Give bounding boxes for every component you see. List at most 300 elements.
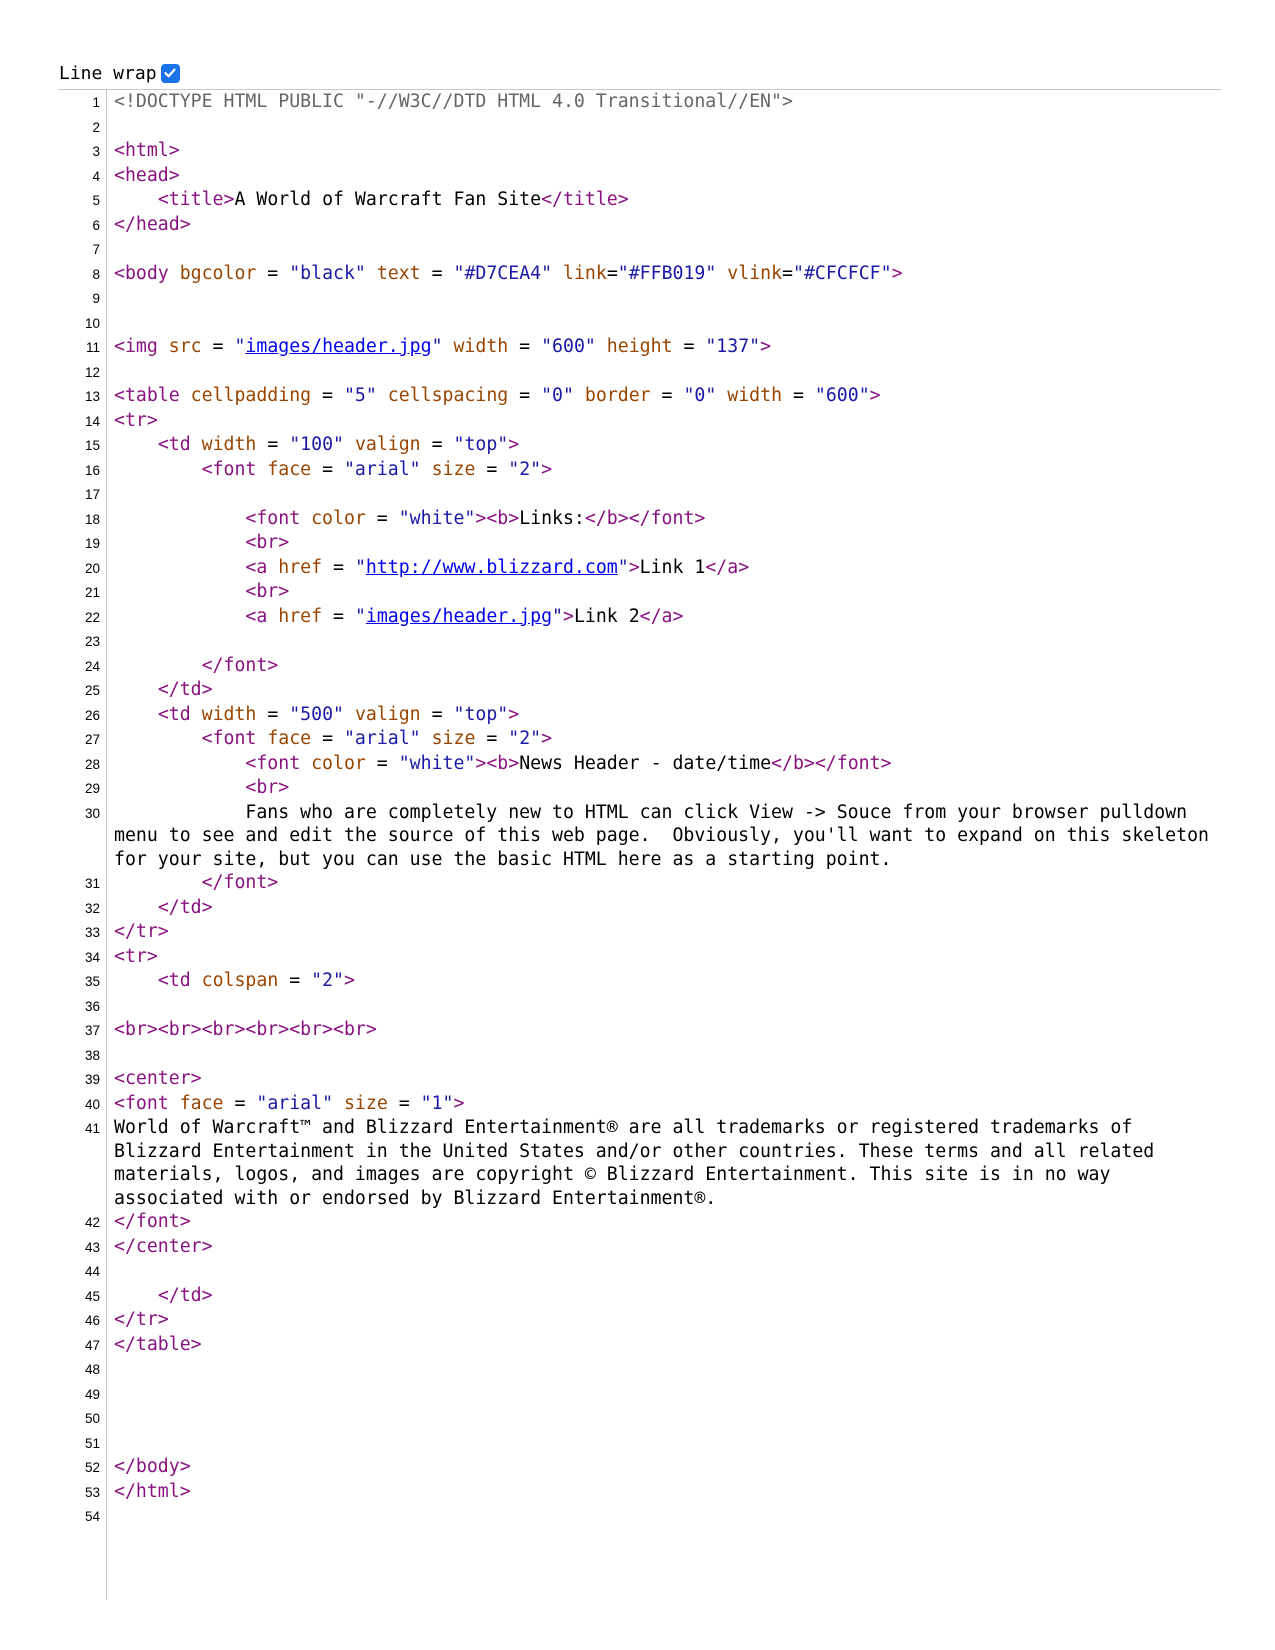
line-content xyxy=(114,752,1221,777)
line-number: 49 xyxy=(84,1386,100,1402)
tag-token: <td xyxy=(157,970,202,991)
text-token: = xyxy=(475,728,509,749)
line-content xyxy=(114,920,1221,945)
text-token xyxy=(574,385,585,406)
line-content xyxy=(114,896,1221,921)
line-number: 10 xyxy=(84,315,100,331)
source-line xyxy=(58,262,1221,287)
line-content xyxy=(114,188,1221,213)
line-number: 47 xyxy=(84,1337,100,1353)
text-token xyxy=(114,459,202,480)
source-line xyxy=(58,139,1221,164)
value-token: " xyxy=(354,556,366,578)
line-content xyxy=(114,605,1221,630)
line-content xyxy=(114,237,1221,262)
text-token: Links: xyxy=(519,507,585,529)
source-line xyxy=(58,727,1221,752)
value-token: "100" xyxy=(289,434,344,455)
source-line xyxy=(58,1480,1221,1505)
line-content xyxy=(114,384,1221,409)
source-line xyxy=(58,896,1221,921)
text-token: = xyxy=(475,458,509,480)
line-number: 9 xyxy=(92,291,100,306)
text-token xyxy=(114,557,245,578)
text-token xyxy=(114,897,158,918)
attribute-token: width xyxy=(201,703,257,725)
line-content xyxy=(114,871,1221,896)
tag-token: </font> xyxy=(201,872,279,893)
attribute-token: face xyxy=(267,728,312,749)
line-number: 19 xyxy=(84,536,100,551)
line-content xyxy=(114,531,1221,556)
tag-token: <td xyxy=(157,703,202,725)
line-wrap-label: Line wrap xyxy=(59,62,157,84)
text-token: Link 1 xyxy=(639,556,706,578)
tag-token: <tr> xyxy=(114,409,158,431)
line-content xyxy=(114,1333,1221,1358)
attribute-token: face xyxy=(179,1092,224,1114)
value-token: "600" xyxy=(814,385,870,406)
line-content xyxy=(114,703,1221,728)
tag-token: > xyxy=(453,1092,465,1114)
value-token: "arial" xyxy=(256,1092,334,1114)
attribute-token: width xyxy=(453,336,509,357)
source-line xyxy=(58,458,1221,483)
line-number: 15 xyxy=(84,438,100,453)
line-content xyxy=(114,360,1221,385)
source-line xyxy=(58,1092,1221,1117)
text-token xyxy=(114,434,158,455)
text-token xyxy=(421,728,432,749)
value-token: "1" xyxy=(420,1092,454,1114)
source-line xyxy=(58,1431,1221,1456)
tag-token: </tr> xyxy=(114,921,169,942)
source-line xyxy=(58,1235,1221,1260)
attribute-token: color xyxy=(311,507,366,529)
source-line xyxy=(58,164,1221,189)
tag-token: </a> xyxy=(705,556,750,578)
source-line xyxy=(58,384,1221,409)
text-token: = xyxy=(322,605,355,627)
line-number: 14 xyxy=(84,413,100,429)
line-number: 20 xyxy=(84,560,100,576)
tag-token: </head> xyxy=(114,213,191,235)
line-number: 39 xyxy=(84,1072,100,1087)
line-number: 28 xyxy=(84,756,100,772)
source-line xyxy=(58,1067,1221,1092)
text-token xyxy=(114,1285,158,1306)
value-token: "500" xyxy=(289,703,344,725)
line-content xyxy=(114,1455,1221,1480)
text-token: News Header - date/time xyxy=(519,752,772,774)
tag-token: <font xyxy=(114,1092,180,1114)
line-content xyxy=(114,1235,1221,1260)
line-content xyxy=(114,678,1221,703)
value-token: "600" xyxy=(541,336,596,357)
line-content xyxy=(114,139,1221,164)
line-number: 36 xyxy=(84,998,100,1014)
line-content xyxy=(114,629,1221,654)
source-line xyxy=(58,482,1221,507)
source-link[interactable]: images/header.jpg xyxy=(245,336,432,357)
text-token: = xyxy=(311,728,344,749)
tag-token: > xyxy=(508,434,520,455)
line-content xyxy=(114,1092,1221,1117)
text-token: = xyxy=(365,752,399,774)
tag-token: <tr> xyxy=(114,945,158,967)
source-line xyxy=(58,703,1221,728)
source-line xyxy=(58,115,1221,140)
line-content xyxy=(114,1043,1221,1068)
text-token xyxy=(114,753,245,774)
attribute-token: width xyxy=(201,434,257,455)
text-token xyxy=(114,872,202,893)
text-token: = xyxy=(420,703,454,725)
toolbar xyxy=(59,60,180,86)
text-token: = xyxy=(278,970,312,991)
line-number: 35 xyxy=(84,974,100,989)
source-line xyxy=(58,237,1221,262)
text-token xyxy=(114,189,158,210)
tag-token: </b></font> xyxy=(771,752,892,774)
source-line xyxy=(58,1043,1221,1068)
tag-token: > xyxy=(891,262,903,284)
value-token: "arial" xyxy=(343,728,421,749)
tag-token: <br><br><br><br><br><br> xyxy=(114,1019,377,1040)
line-content xyxy=(114,994,1221,1019)
source-line xyxy=(58,969,1221,994)
attribute-token: height xyxy=(606,336,673,357)
text-token xyxy=(344,704,355,725)
text-token xyxy=(716,263,727,284)
text-token: = xyxy=(311,385,344,406)
value-token: " xyxy=(617,556,629,578)
line-content xyxy=(114,507,1221,532)
source-view xyxy=(58,90,1221,1529)
source-line xyxy=(58,335,1221,360)
value-token: "2" xyxy=(311,970,344,991)
source-line xyxy=(58,213,1221,238)
line-number: 26 xyxy=(84,707,100,723)
text-token xyxy=(552,263,563,284)
line-number: 46 xyxy=(84,1313,100,1328)
value-token: "white" xyxy=(398,752,476,774)
value-token: "2" xyxy=(508,728,542,749)
source-line xyxy=(58,1406,1221,1431)
line-number: 45 xyxy=(84,1288,100,1304)
text-token: = xyxy=(311,458,344,480)
line-number: 53 xyxy=(84,1484,100,1500)
tag-token: <head> xyxy=(114,164,180,186)
text-token: = xyxy=(201,336,235,357)
tag-token: <a xyxy=(245,556,279,578)
line-number: 37 xyxy=(84,1023,100,1038)
source-line xyxy=(58,1455,1221,1480)
line-content xyxy=(114,164,1221,189)
tag-token: </title> xyxy=(541,189,629,210)
tag-token: <body xyxy=(114,262,180,284)
line-number: 3 xyxy=(92,144,100,159)
text-token: = xyxy=(650,385,684,406)
source-line xyxy=(58,311,1221,336)
source-line xyxy=(58,801,1221,872)
line-content xyxy=(114,1210,1221,1235)
text-token: Link 2 xyxy=(573,605,640,627)
line-number: 25 xyxy=(84,683,100,698)
tag-token: <table xyxy=(114,385,191,406)
doctype-token: <!DOCTYPE HTML PUBLIC "-//W3C//DTD HTML 4.0 Transitional//EN"> xyxy=(114,91,793,112)
line-content xyxy=(114,409,1221,434)
tag-token: <title> xyxy=(157,189,235,210)
line-content xyxy=(114,801,1221,872)
value-token: "black" xyxy=(289,262,366,284)
text-token xyxy=(421,459,432,480)
tag-token: </tr> xyxy=(114,1309,169,1330)
line-number: 4 xyxy=(92,168,100,184)
value-token: " xyxy=(234,336,246,357)
line-content xyxy=(114,90,1221,115)
line-number: 21 xyxy=(84,585,100,600)
tag-token: > xyxy=(628,556,640,578)
text-token: = xyxy=(782,385,815,406)
tag-token: <center> xyxy=(114,1068,202,1089)
value-token: " xyxy=(431,336,443,357)
line-number: 17 xyxy=(84,487,100,502)
attribute-token: valign xyxy=(354,434,421,455)
tag-token: > xyxy=(344,970,355,991)
text-token: = xyxy=(606,262,618,284)
line-number: 7 xyxy=(92,242,100,257)
line-number: 50 xyxy=(84,1411,100,1426)
attribute-token: size xyxy=(431,458,476,480)
value-token: "#D7CEA4" xyxy=(453,262,553,284)
source-line xyxy=(58,409,1221,434)
line-content xyxy=(114,1259,1221,1284)
source-line xyxy=(58,1504,1221,1529)
line-number: 33 xyxy=(84,925,100,940)
text-token: = xyxy=(365,507,399,529)
source-line xyxy=(58,678,1221,703)
text-token xyxy=(443,336,454,357)
tag-token: <br> xyxy=(245,532,290,553)
line-number: 54 xyxy=(84,1509,100,1524)
line-number: 40 xyxy=(84,1096,100,1112)
attribute-token: width xyxy=(727,385,783,406)
line-number: 5 xyxy=(92,193,100,208)
source-line xyxy=(58,1018,1221,1043)
checkmark-icon xyxy=(163,66,177,80)
line-content xyxy=(114,482,1221,507)
line-content xyxy=(114,1504,1221,1529)
tag-token: <img xyxy=(114,336,169,357)
text-token xyxy=(114,532,245,553)
value-token: "top" xyxy=(453,434,509,455)
text-token: = xyxy=(508,336,542,357)
text-token xyxy=(377,385,388,406)
line-number: 16 xyxy=(84,462,100,478)
source-line xyxy=(58,920,1221,945)
attribute-token: cellpadding xyxy=(190,385,312,406)
text-token: A World of Warcraft Fan Site xyxy=(234,189,542,210)
line-wrap-checkbox[interactable] xyxy=(161,64,180,83)
attribute-token: src xyxy=(168,336,202,357)
text-token: = xyxy=(223,1092,257,1114)
line-number: 38 xyxy=(84,1047,100,1063)
tag-token: <font xyxy=(245,752,312,774)
line-number: 24 xyxy=(84,658,100,674)
tag-token: > xyxy=(508,703,520,725)
attribute-token: border xyxy=(584,385,651,406)
value-token: " xyxy=(552,605,563,627)
line-content xyxy=(114,1308,1221,1333)
text-token: = xyxy=(256,703,290,725)
line-number: 51 xyxy=(84,1435,100,1451)
text-token xyxy=(366,263,377,284)
line-content xyxy=(114,556,1221,581)
line-content xyxy=(114,1382,1221,1407)
source-line xyxy=(58,654,1221,679)
tag-token: <a xyxy=(245,605,279,627)
attribute-token: link xyxy=(563,262,607,284)
source-line xyxy=(58,286,1221,311)
source-line xyxy=(58,629,1221,654)
tag-token: <td xyxy=(157,434,202,455)
line-content xyxy=(114,458,1221,483)
source-line xyxy=(58,1333,1221,1358)
text-token xyxy=(114,508,245,529)
line-content xyxy=(114,969,1221,994)
value-token: "0" xyxy=(683,385,717,406)
tag-token: <br> xyxy=(245,777,290,798)
text-token: = xyxy=(508,385,542,406)
line-number: 2 xyxy=(92,119,100,135)
source-line xyxy=(58,507,1221,532)
source-line xyxy=(58,752,1221,777)
tag-token: > xyxy=(869,385,881,406)
text-token: = xyxy=(387,1092,421,1114)
source-line xyxy=(58,556,1221,581)
attribute-token: face xyxy=(267,458,312,480)
value-token: "5" xyxy=(343,385,377,406)
text-token: = xyxy=(420,262,454,284)
attribute-token: color xyxy=(311,752,366,774)
text-token: = xyxy=(420,434,454,455)
text-token: = xyxy=(256,434,290,455)
text-token xyxy=(596,336,607,357)
text-token xyxy=(716,385,727,406)
attribute-token: href xyxy=(278,605,323,627)
line-content xyxy=(114,1018,1221,1043)
source-line xyxy=(58,1210,1221,1235)
tag-token: <html> xyxy=(114,140,180,161)
line-number: 44 xyxy=(84,1264,100,1279)
attribute-token: vlink xyxy=(727,262,783,284)
line-number: 12 xyxy=(84,364,100,380)
line-content xyxy=(114,262,1221,287)
text-token: = xyxy=(782,262,793,284)
text-token xyxy=(344,434,355,455)
line-number: 42 xyxy=(84,1215,100,1230)
tag-token: </b></font> xyxy=(584,507,706,529)
tag-token: </td> xyxy=(157,896,213,918)
tag-token: </html> xyxy=(114,1480,191,1502)
source-line xyxy=(58,188,1221,213)
tag-token: </body> xyxy=(114,1456,191,1477)
source-line xyxy=(58,1308,1221,1333)
source-line xyxy=(58,871,1221,896)
tag-token: <font xyxy=(201,728,268,749)
line-number: 52 xyxy=(84,1460,100,1475)
line-number: 29 xyxy=(84,781,100,796)
line-content xyxy=(114,945,1221,970)
tag-token: <font xyxy=(245,507,312,529)
line-content xyxy=(114,286,1221,311)
line-number: 18 xyxy=(84,511,100,527)
text-token xyxy=(114,970,158,991)
source-link[interactable]: images/header.jpg xyxy=(365,605,553,627)
text-token xyxy=(114,581,245,602)
line-content xyxy=(114,654,1221,679)
line-content xyxy=(114,1357,1221,1382)
line-number: 43 xyxy=(84,1239,100,1255)
tag-token: > xyxy=(563,605,574,627)
source-line xyxy=(58,1382,1221,1407)
attribute-token: size xyxy=(431,728,476,749)
value-token: " xyxy=(354,605,366,627)
attribute-token: text xyxy=(376,262,421,284)
value-token: "0" xyxy=(541,385,574,406)
line-content xyxy=(114,1480,1221,1505)
source-line xyxy=(58,531,1221,556)
tag-token: </font> xyxy=(201,654,279,676)
line-number: 1 xyxy=(92,95,100,110)
tag-token: ><b> xyxy=(475,507,520,529)
line-content xyxy=(114,727,1221,752)
line-number: 11 xyxy=(85,340,100,355)
tag-token: > xyxy=(541,458,553,480)
line-number: 31 xyxy=(84,876,100,891)
text-token xyxy=(114,728,202,749)
tag-token: ><b> xyxy=(475,752,520,774)
source-link[interactable]: http://www.blizzard.com xyxy=(365,556,618,578)
attribute-token: size xyxy=(343,1092,388,1114)
text-token xyxy=(114,655,202,676)
line-number: 6 xyxy=(92,217,100,233)
line-content xyxy=(114,1284,1221,1309)
value-token: "#FFB019" xyxy=(617,262,717,284)
line-content xyxy=(114,1406,1221,1431)
line-content xyxy=(114,1431,1221,1456)
source-line xyxy=(58,90,1221,115)
text-token: = xyxy=(672,336,706,357)
line-number: 30 xyxy=(84,805,100,821)
source-line xyxy=(58,1284,1221,1309)
source-line xyxy=(58,994,1221,1019)
tag-token: > xyxy=(760,336,772,357)
value-token: "top" xyxy=(453,703,509,725)
source-line xyxy=(58,1259,1221,1284)
tag-token: </center> xyxy=(114,1235,213,1257)
source-line xyxy=(58,1357,1221,1382)
source-line xyxy=(58,1116,1221,1210)
line-number: 13 xyxy=(84,389,100,404)
tag-token: </table> xyxy=(114,1333,202,1355)
line-content xyxy=(114,580,1221,605)
tag-token: </td> xyxy=(157,679,213,700)
value-token: "#CFCFCF" xyxy=(793,262,892,284)
source-line xyxy=(58,433,1221,458)
attribute-token: cellspacing xyxy=(387,385,509,406)
